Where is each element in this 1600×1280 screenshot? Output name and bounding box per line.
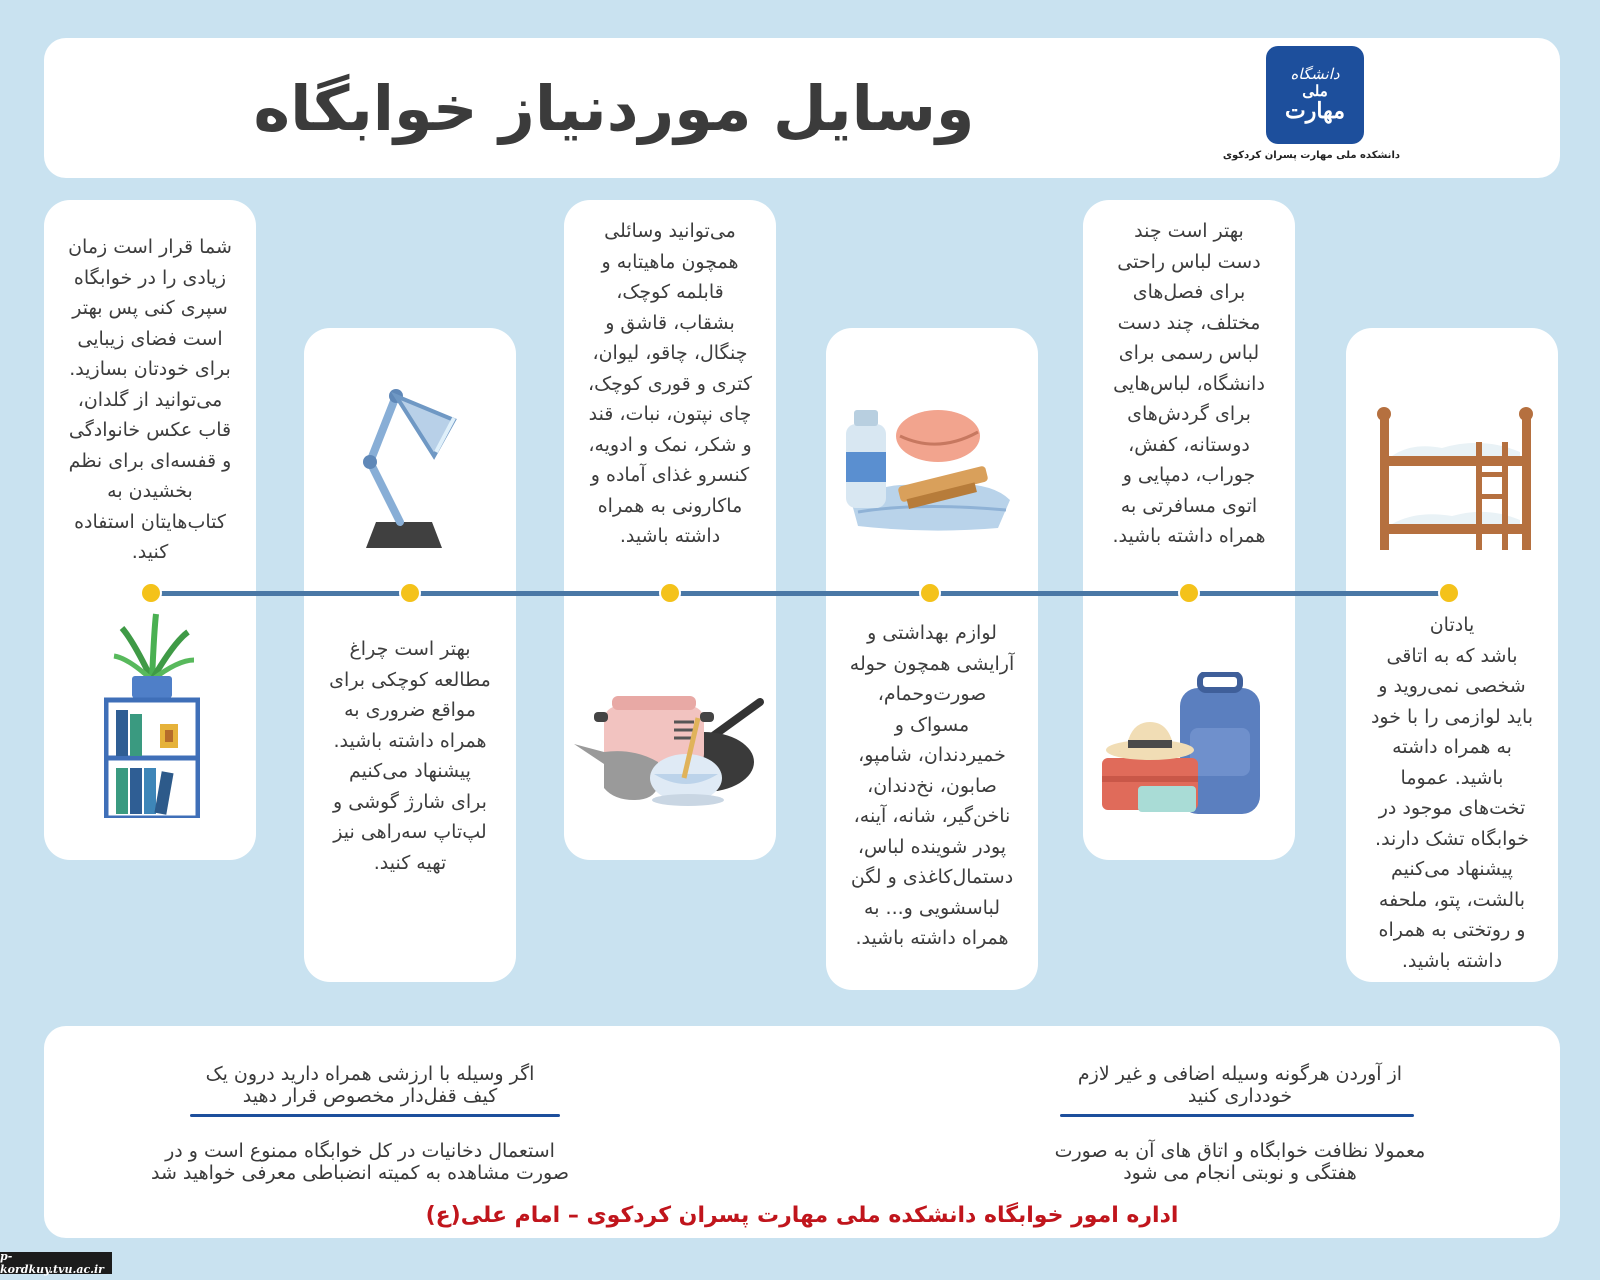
card-text-line: همراه داشته باشید. <box>1112 525 1266 547</box>
bunk-bed-icon <box>1372 406 1542 556</box>
card-text-line: کتری و قوری کوچک، <box>587 372 753 395</box>
card-study-text <box>304 634 516 878</box>
card-text-line: بالشت، پتو، ملحفه <box>1378 888 1526 911</box>
card-text-line: پودر شوینده لباس، <box>857 835 1007 858</box>
timeline-dot <box>659 582 681 604</box>
card-text-line: لپ‌تاپ سه‌راهی نیز <box>333 821 487 843</box>
card-text-line: و شکر، نمک و ادویه، <box>588 433 752 456</box>
footer-credit: اداره امور خوابگاه دانشکده ملی مهارت پسران کردکوی – امام علی(ع) <box>425 1203 1179 1228</box>
card-kitchen-text <box>564 216 776 552</box>
card-text-line: کنسرو غذای آماده و <box>590 464 750 486</box>
card-text-line: قاب عکس خانوادگی <box>68 419 232 441</box>
card-text-line: یادتان <box>1429 614 1475 636</box>
card-text-line: ماکارونی به همراه <box>597 494 743 517</box>
card-text-line: تخت‌های موجود در <box>1378 797 1526 819</box>
rule-text-line: معمولا نظافت خوابگاه و اتاق های آن به صورت <box>1054 1140 1426 1162</box>
bookshelf-plant-icon <box>104 612 200 818</box>
logo-caption: دانشکده ملی مهارت پسران کردکوی <box>1222 150 1400 161</box>
card-text-line: اتوی مسافرتی به <box>1120 494 1258 517</box>
card-text-line: برای فصل‌های <box>1132 281 1246 303</box>
timeline-dot <box>140 582 162 604</box>
card-text-line: لباسشویی و... به <box>864 896 1000 919</box>
card-bedding-text <box>1346 610 1558 976</box>
luggage-icon <box>1098 672 1278 822</box>
card-text-line: تهیه کنید. <box>373 851 447 874</box>
card-text-line: و روتختی به همراه <box>1378 919 1526 941</box>
timeline-dot <box>1438 582 1460 604</box>
card-text-line: زیادی را در خوابگاه <box>73 266 227 289</box>
card-text-line: داشته باشید. <box>1401 949 1503 972</box>
card-text-line: همراه داشته باشید. <box>333 729 487 752</box>
card-text-line: بهتر است چند <box>1134 220 1244 242</box>
rule-text-line: هفتگی و نوبتی انجام می شود <box>1123 1162 1357 1184</box>
card-text-line: همچون ماهیتابه و <box>601 250 739 273</box>
rule-no-smoking <box>120 1140 600 1184</box>
card-text-line: شما قرار است زمان <box>68 236 232 258</box>
rule-divider <box>1060 1114 1414 1117</box>
card-text-line: شخصی نمی‌روید و <box>1378 675 1526 697</box>
card-text-line: جوراب، دمپایی و <box>1122 464 1256 486</box>
card-text-line: برای خودتان بسازید. <box>69 358 231 380</box>
card-text-line: صابون، نخ‌دندان، <box>867 774 997 797</box>
timeline-dot <box>399 582 421 604</box>
card-text-line: به همراه داشته <box>1392 736 1512 758</box>
cookware-icon <box>574 690 770 810</box>
desk-lamp-icon <box>336 382 468 552</box>
card-text-line: مختلف، چند دست <box>1117 311 1261 334</box>
card-text-line: آرایشی همچون حوله <box>849 652 1015 675</box>
card-text-line: مسواک و <box>894 713 970 736</box>
rule-cleaning <box>1020 1140 1460 1184</box>
card-text-line: پیشنهاد می‌کنیم <box>1391 858 1513 880</box>
card-text-line: باشد که به اتاقی <box>1386 644 1518 667</box>
card-text-line: کنید. <box>131 541 169 563</box>
card-text-line: می‌توانید از گلدان، <box>77 388 223 411</box>
card-text-line: دوستانه، کفش، <box>1128 433 1250 456</box>
card-text-line: می‌توانید وسائلی <box>604 220 736 242</box>
card-text-line: باشید. عموما <box>1400 766 1504 789</box>
rule-text-line: صورت مشاهده به کمیته انضباطی معرفی خواهید شد <box>150 1162 570 1184</box>
logo-badge <box>1266 46 1364 144</box>
card-text-line: دستمال‌کاغذی و لگن <box>850 866 1014 888</box>
rule-valuables <box>170 1063 570 1107</box>
card-text-line: برای شارژ گوشی و <box>333 790 487 813</box>
rule-text-line: کیف قفل‌دار مخصوص قرار دهید <box>242 1085 498 1107</box>
card-text-line: قابلمه کوچک، <box>616 281 724 303</box>
card-clothing-text <box>1083 216 1295 552</box>
card-text-line: بشقاب، قاشق و <box>605 311 735 334</box>
toiletries-icon <box>838 404 1018 534</box>
card-decor-text <box>44 232 256 568</box>
card-text-line: صورت‌وحمام، <box>877 683 987 705</box>
rule-text-line: استعمال دخانیات در کل خوابگاه ممنوع است و در <box>165 1140 555 1162</box>
card-text-line: خمیردندان، شامپو، <box>858 744 1006 766</box>
site-url-tag: p-kordkuy.tvu.ac.ir <box>0 1252 112 1274</box>
timeline-line <box>152 591 1454 596</box>
university-logo <box>1222 42 1400 174</box>
timeline-dot <box>919 582 941 604</box>
card-text-line: بهتر است چراغ <box>349 638 471 660</box>
card-text-line: بخشیدن به <box>107 480 193 502</box>
card-text-line: کتاب‌هایتان استفاده <box>74 510 226 533</box>
title-banner <box>44 38 1560 178</box>
card-text-line: و قفسه‌ای برای نظم <box>68 449 232 472</box>
rule-divider <box>190 1114 560 1117</box>
card-text-line: خوابگاه تشک دارند. <box>1375 827 1529 850</box>
rule-text-line: اگر وسیله با ارزشی همراه دارید درون یک <box>205 1063 535 1085</box>
page-title: وسایل موردنیاز خوابگاه <box>253 71 975 145</box>
rule-text-line: از آوردن هرگونه وسیله اضافی و غیر لازم <box>1077 1063 1403 1085</box>
card-toiletries-text <box>826 618 1038 954</box>
card-text-line: باید لوازمی را با خود <box>1370 705 1534 728</box>
logo-line1: دانشگاه <box>1290 65 1340 84</box>
card-text-line: مواقع ضروری به <box>344 699 476 721</box>
card-text-line: دانشگاه، لباس‌هایی <box>1113 372 1265 395</box>
card-text-line: است فضای زیبایی <box>77 327 223 350</box>
card-text-line: ناخن‌گیر، شانه، آینه، <box>853 805 1011 827</box>
card-text-line: لباس رسمی برای <box>1118 342 1260 364</box>
card-text-line: داشته باشید. <box>619 525 721 547</box>
card-text-line: سپری کنی پس بهتر <box>72 297 228 319</box>
logo-line2: ملی <box>1302 81 1328 100</box>
card-text-line: همراه داشته باشید. <box>855 927 1009 949</box>
card-text-line: پیشنهاد می‌کنیم <box>349 760 471 782</box>
card-text-line: دست لباس راحتی <box>1117 250 1261 273</box>
card-text-line: لوازم بهداشتی و <box>867 622 997 644</box>
card-text-line: مطالعه کوچکی برای <box>329 668 491 691</box>
logo-line3: مهارت <box>1285 98 1345 125</box>
timeline-dot <box>1178 582 1200 604</box>
card-text-line: چای نپتون، نبات، قند <box>588 403 752 425</box>
rule-text-line: خودداری کنید <box>1187 1085 1293 1107</box>
rule-no-extra-items <box>1040 1063 1440 1107</box>
card-text-line: برای گردش‌های <box>1127 403 1251 425</box>
card-text-line: چنگال، چاقو، لیوان، <box>592 342 748 364</box>
